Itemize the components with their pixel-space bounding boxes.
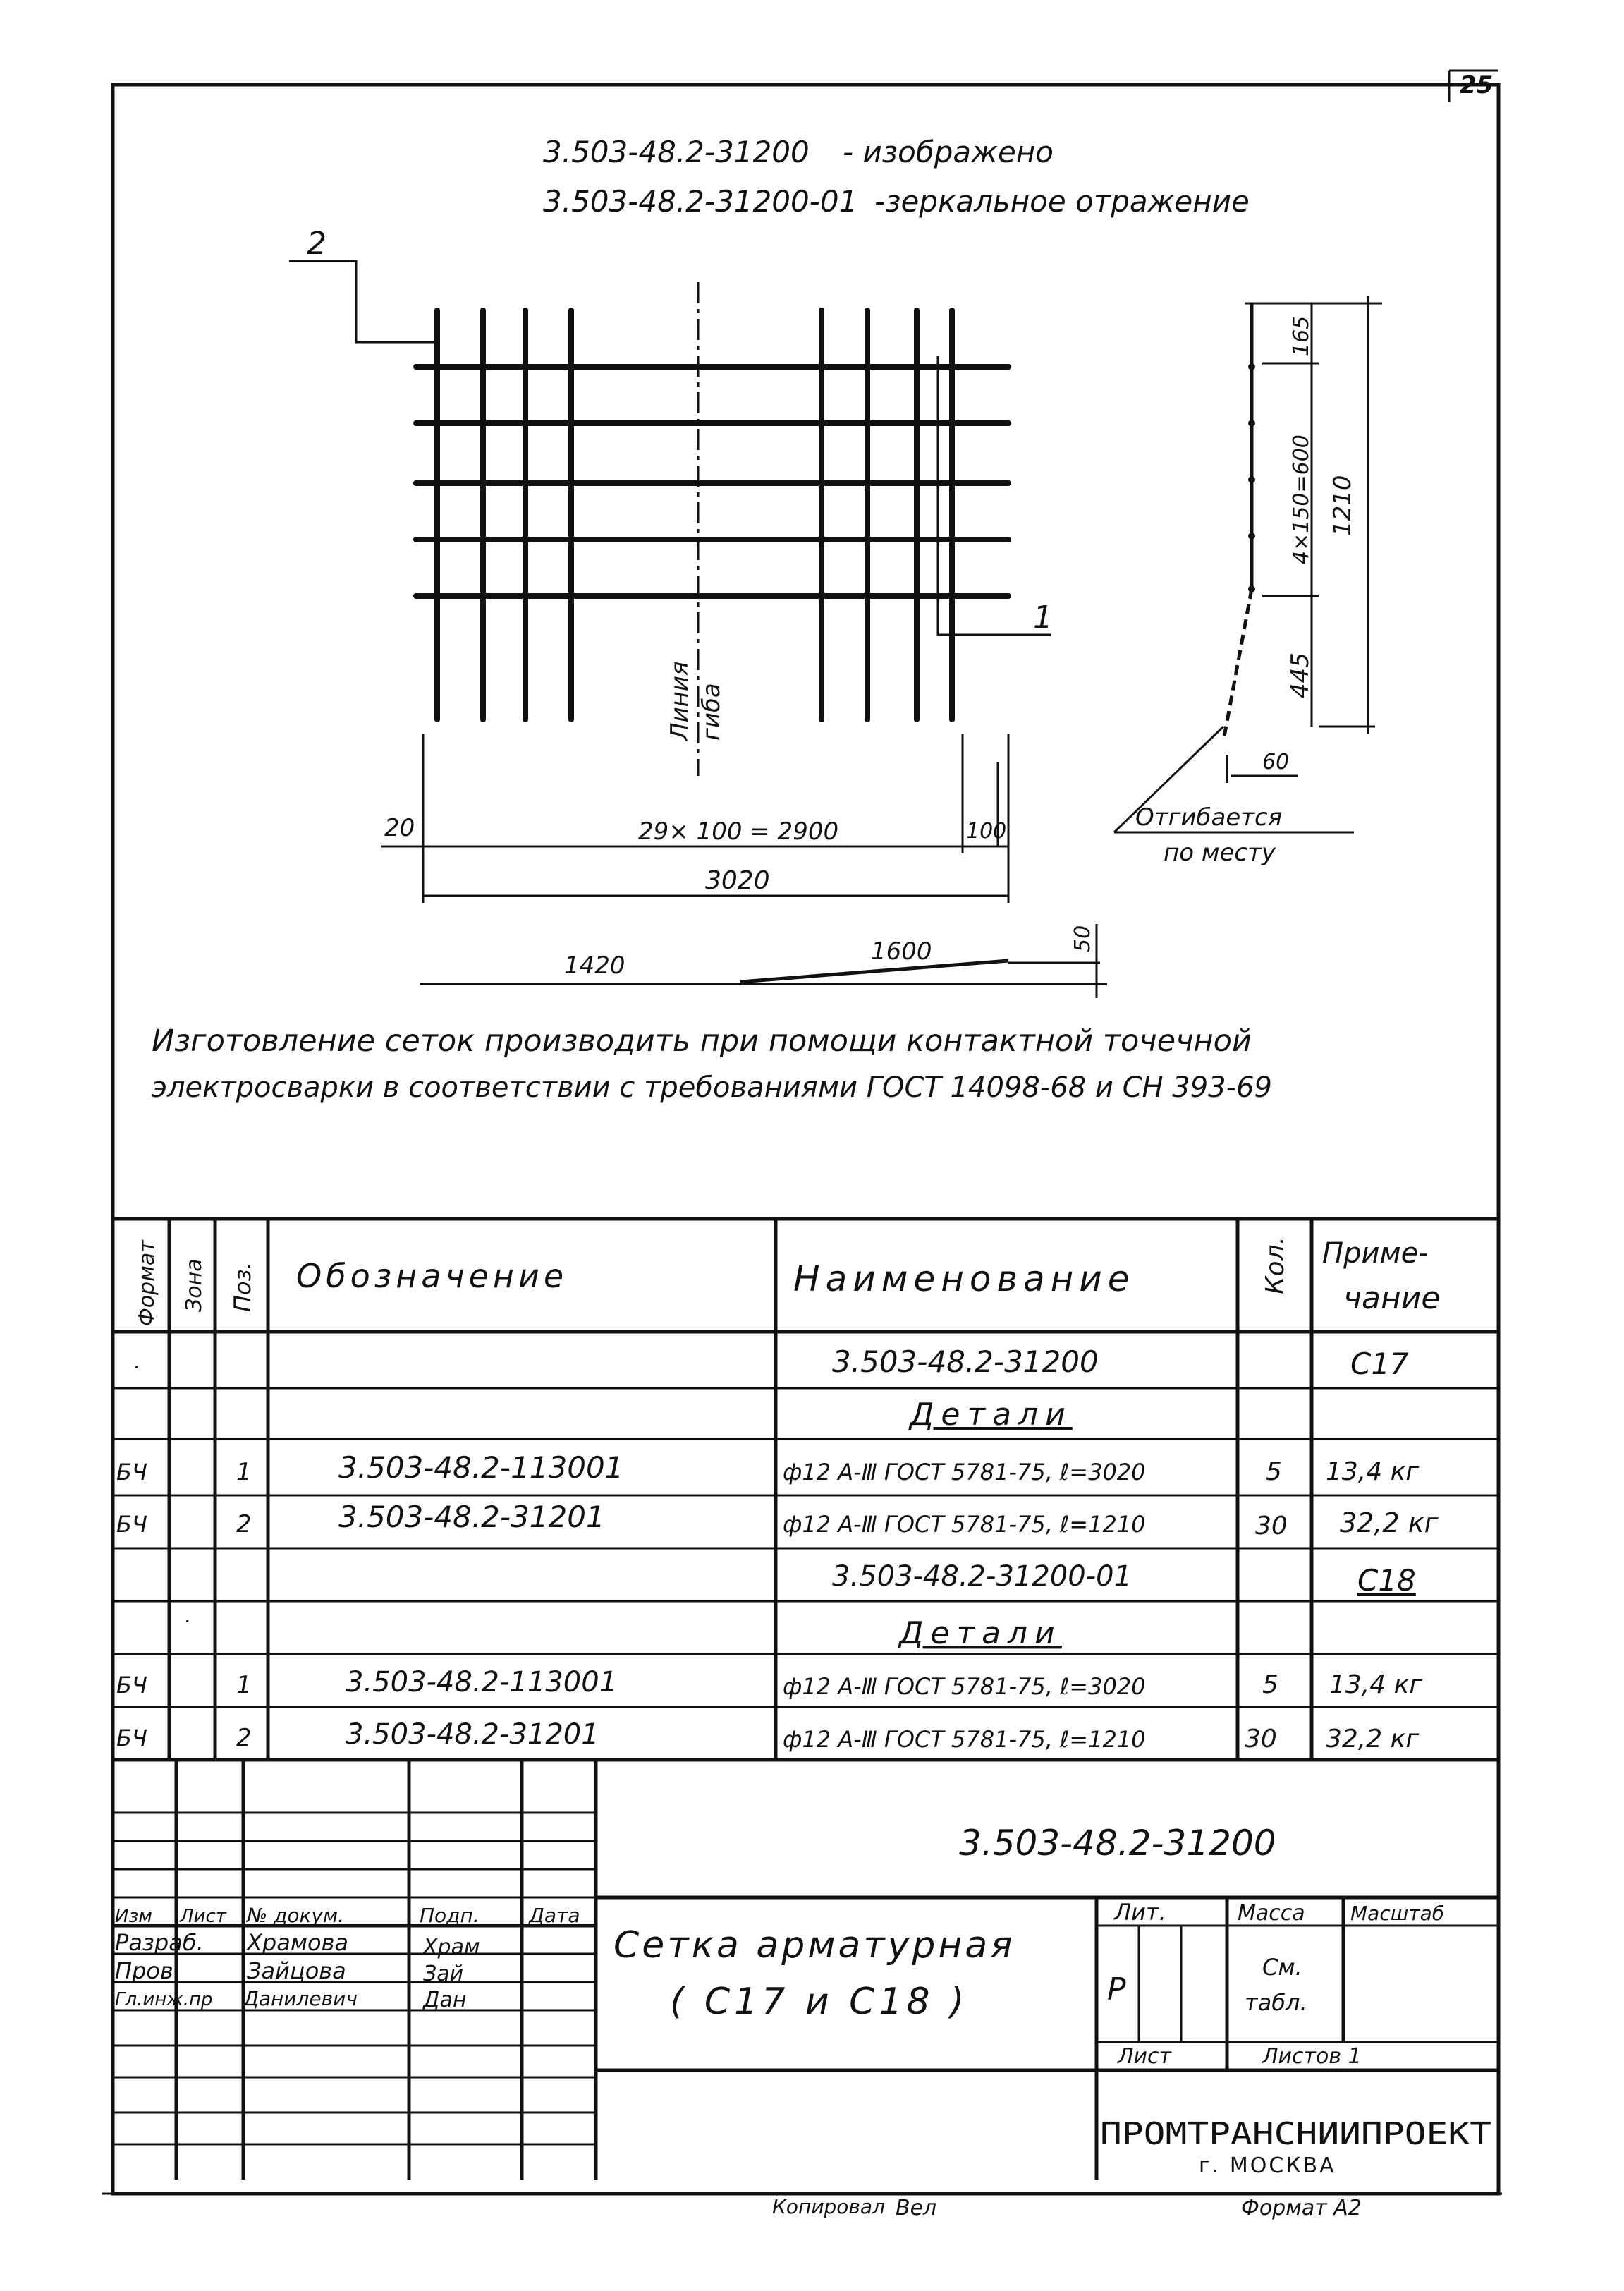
stamp-name: Данилевич [243, 1987, 358, 2010]
stamp-header-list: Лист [180, 1906, 226, 1927]
col-header-qty: Кол. [1261, 1236, 1290, 1294]
col-header-format: Формат [135, 1240, 159, 1326]
dim-1420: 1420 [564, 952, 625, 980]
bend-profile [420, 924, 1107, 998]
bend-note-1: Отгибается [1135, 803, 1283, 832]
copied-label: Копировал [772, 2195, 885, 2218]
cell-name: 3.503-48.2-31200-01 [832, 1560, 1132, 1593]
cell-note: 32,2 кг [1326, 1725, 1420, 1754]
cell-qty: 30 [1255, 1512, 1288, 1540]
position-2-label: 2 [307, 226, 326, 262]
table-row [134, 1344, 1409, 1381]
manufacturing-note-line-1: Изготовление сеток производить при помощи контактной точечной [152, 1023, 1252, 1059]
table-row [185, 1603, 1062, 1651]
cell-designation: 3.503-48.2-113001 [338, 1450, 624, 1485]
mass-value-1: См. [1262, 1954, 1302, 1981]
mass-label: Масса [1238, 1901, 1305, 1926]
stamp-signature: Зай [423, 1962, 464, 1986]
side-dim-1210: 1210 [1329, 475, 1357, 536]
col-header-name: Наименование [793, 1258, 1135, 1299]
sheet-label: Лист [1118, 2044, 1172, 2069]
header-code-2: 3.503-48.2-31200-01 [543, 184, 858, 219]
cell-name: Детали [899, 1615, 1062, 1651]
dim-right-offset: 100 [966, 819, 1007, 844]
dim-total: 3020 [705, 866, 770, 895]
side-dim-445: 445 [1286, 652, 1314, 698]
stamp-header-date: Дата [529, 1904, 580, 1927]
stamp-header-sign: Подп. [420, 1904, 480, 1927]
cell-name: ф12 А-Ⅲ ГОСТ 5781-75, ℓ=3020 [783, 1673, 1146, 1700]
stamp-role: Пров. [115, 1957, 181, 1984]
sheets-label: Листов 1 [1262, 2044, 1362, 2069]
side-view [1114, 296, 1382, 832]
stamp-role-row [115, 1987, 466, 2012]
bend-line-label-2: гиба [697, 683, 726, 741]
sheet-number: 25 [1460, 71, 1494, 99]
mass-value-2: табл. [1245, 1989, 1307, 2016]
cell-name: ф12 А-Ⅲ ГОСТ 5781-75, ℓ=3020 [783, 1459, 1146, 1485]
stamp-name: Зайцова [247, 1957, 346, 1984]
document-code: 3.503-48.2-31200 [959, 1823, 1276, 1864]
dim-1600: 1600 [871, 937, 932, 966]
dim-left-offset: 20 [384, 814, 415, 842]
sheet-frame [102, 71, 1502, 2194]
col-header-pos: Поз. [229, 1262, 256, 1312]
bend-note-2: по месту [1164, 839, 1276, 867]
cell-name: 3.503-48.2-31200 [832, 1344, 1099, 1379]
position-1-label: 1 [1033, 600, 1053, 636]
stamp-role: Разраб. [115, 1929, 204, 1956]
lit-label: Лит. [1114, 1899, 1166, 1926]
col-header-note-1: Приме- [1322, 1237, 1429, 1270]
copied-signature: Вел [896, 2196, 937, 2220]
manufacturing-note-line-2: электросварки в соответствии с требованиями ГОСТ 14098-68 и СН 393-69 [152, 1071, 1272, 1104]
cell-pos: 1 [236, 1671, 252, 1699]
format-label: Формат А2 [1241, 2196, 1362, 2220]
stamp-signature: Дан [423, 1988, 467, 2012]
dim-50: 50 [1070, 925, 1095, 952]
dim-spacing: 29× 100 = 2900 [638, 818, 839, 846]
cell-qty: 5 [1262, 1670, 1278, 1699]
cell-format: БЧ [116, 1672, 147, 1699]
cell-format: БЧ [116, 1725, 147, 1751]
cell-note: 32,2 кг [1340, 1507, 1439, 1538]
bend-line-label-1: Линия [666, 661, 694, 741]
organization-name: ПРОМТРАНСНИИПРОЕКТ [1100, 2116, 1491, 2152]
stamp-role: Гл.инж.пр [115, 1989, 213, 2010]
cell-name: ф12 А-Ⅲ ГОСТ 5781-75, ℓ=1210 [783, 1726, 1146, 1753]
table-row [116, 1666, 1423, 1700]
stamp-header-izm: Изм [115, 1906, 152, 1927]
header-code-1: 3.503-48.2-31200 [543, 135, 810, 169]
col-header-designation: Обозначение [296, 1257, 568, 1295]
side-dim-spacing: 4×150=600 [1289, 435, 1314, 564]
cell-qty: 5 [1266, 1457, 1282, 1486]
scale-label: Масштаб [1350, 1902, 1445, 1925]
organization-city: г. МОСКВА [1199, 2153, 1336, 2178]
side-dim-60: 60 [1262, 750, 1290, 774]
col-header-note-2: чание [1343, 1280, 1441, 1316]
cell-note: С17 [1350, 1347, 1409, 1381]
cell-pos: 2 [236, 1724, 252, 1752]
table-row [116, 1718, 1420, 1754]
cell-qty: 30 [1245, 1725, 1277, 1754]
cell-zone: . [185, 1603, 192, 1628]
cell-note: 13,4 кг [1326, 1457, 1420, 1486]
cell-pos: 2 [236, 1510, 252, 1538]
table-row [908, 1397, 1073, 1433]
cell-format: БЧ [116, 1511, 147, 1538]
cell-designation: 3.503-48.2-31201 [346, 1718, 599, 1751]
table-row [116, 1500, 1439, 1540]
lit-value: Р [1107, 1971, 1126, 2007]
cell-name: ф12 А-Ⅲ ГОСТ 5781-75, ℓ=1210 [783, 1511, 1146, 1538]
cell-name: Детали [910, 1397, 1073, 1433]
table-row [832, 1560, 1416, 1598]
drawing-title-line-1: Сетка арматурная [613, 1924, 1015, 1967]
stamp-header-doc-no: № докум. [247, 1904, 345, 1927]
cell-pos: 1 [236, 1458, 252, 1486]
col-header-zone: Зона [182, 1258, 207, 1312]
stamp-name: Храмова [247, 1929, 349, 1956]
header-text-1: - изображено [843, 135, 1054, 169]
drawing-title-line-2: ( С17 и С18 ) [670, 1981, 969, 2023]
stamp-role-row [115, 1929, 480, 1959]
cell-format: БЧ [116, 1459, 147, 1485]
cell-designation: 3.503-48.2-31201 [338, 1500, 605, 1534]
table-row [116, 1450, 1420, 1486]
header-text-2: -зеркальное отражение [874, 184, 1250, 219]
side-dim-165: 165 [1289, 315, 1314, 356]
cell-format: . [134, 1349, 141, 1374]
cell-note: 13,4 кг [1329, 1670, 1423, 1699]
stamp-signature: Храм [423, 1935, 480, 1959]
cell-note: С18 [1357, 1563, 1416, 1598]
cell-designation: 3.503-48.2-113001 [346, 1666, 618, 1699]
